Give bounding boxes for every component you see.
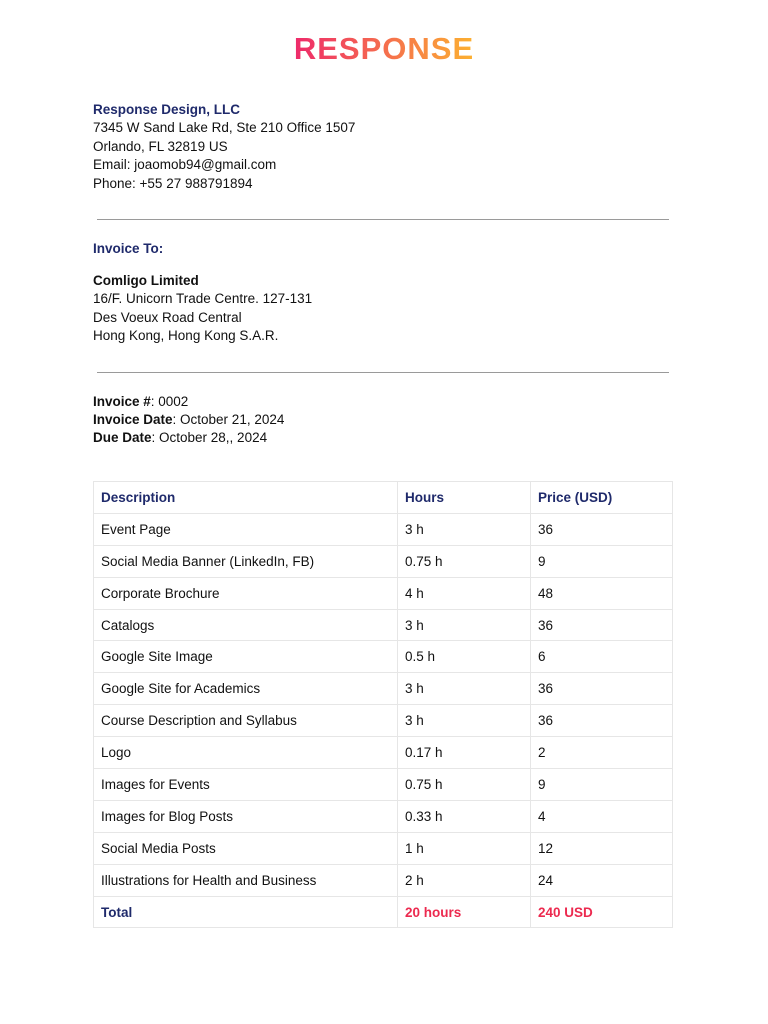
response-logo-icon [273,30,495,66]
item-price: 2 [531,737,673,769]
total-hours: 20 hours [398,896,531,928]
divider [97,219,669,220]
item-price: 9 [531,545,673,577]
client-address-line2: Des Voeux Road Central [93,309,242,325]
sender-email: Email: joaomob94@gmail.com [93,157,277,173]
invoice-to-heading: Invoice To: [93,241,164,256]
item-price: 36 [531,705,673,737]
item-price: 36 [531,673,673,705]
item-description: Illustrations for Health and Business [94,864,398,896]
sender-address-line2: Orlando, FL 32819 US [93,138,228,154]
table-row [94,545,673,577]
table-row [94,673,673,705]
item-hours: 4 h [398,577,531,609]
item-description: Google Site Image [94,641,398,673]
item-price: 4 [531,800,673,832]
divider [97,372,669,373]
item-description: Images for Events [94,769,398,801]
table-row [94,832,673,864]
item-description: Event Page [94,513,398,545]
table-header-row [94,482,673,514]
sender-block [93,101,355,193]
item-hours: 0.75 h [398,545,531,577]
item-description: Course Description and Syllabus [94,705,398,737]
item-hours: 0.17 h [398,737,531,769]
item-price: 24 [531,864,673,896]
item-hours: 3 h [398,673,531,705]
item-price: 36 [531,513,673,545]
table-row [94,609,673,641]
table-row [94,864,673,896]
item-description: Corporate Brochure [94,577,398,609]
item-description: Logo [94,737,398,769]
header-hours: Hours [398,482,531,514]
client-name: Comligo Limited [93,273,199,288]
client-address-line1: 16/F. Unicorn Trade Centre. 127-131 [93,291,313,307]
invoice-date: Invoice Date: October 21, 2024 [93,412,285,428]
table-row [94,641,673,673]
item-price: 9 [531,769,673,801]
total-label: Total [94,896,398,928]
table-row [94,737,673,769]
sender-address-line1: 7345 W Sand Lake Rd, Ste 210 Office 1507 [93,120,356,136]
item-description: Catalogs [94,609,398,641]
header-description: Description [94,482,398,514]
item-hours: 1 h [398,832,531,864]
header-price: Price (USD) [531,482,673,514]
item-description: Social Media Banner (LinkedIn, FB) [94,545,398,577]
invoice-items-table [93,481,673,928]
table-total-row [94,896,673,928]
item-description: Google Site for Academics [94,673,398,705]
item-price: 6 [531,641,673,673]
item-hours: 0.33 h [398,800,531,832]
item-hours: 3 h [398,705,531,737]
item-price: 12 [531,832,673,864]
item-price: 36 [531,609,673,641]
invoice-due-date: Due Date: October 28,, 2024 [93,430,268,446]
client-block [93,272,312,346]
sender-phone: Phone: +55 27 988791894 [93,175,253,191]
item-hours: 3 h [398,513,531,545]
item-hours: 3 h [398,609,531,641]
total-price: 240 USD [531,896,673,928]
item-description: Images for Blog Posts [94,800,398,832]
client-address-line3: Hong Kong, Hong Kong S.A.R. [93,328,279,344]
table-row [94,769,673,801]
item-price: 48 [531,577,673,609]
logo-text: RESPONSE [293,31,475,66]
item-hours: 0.75 h [398,769,531,801]
table-row [94,577,673,609]
invoice-number: Invoice #: 0002 [93,394,189,409]
item-description: Social Media Posts [94,832,398,864]
table-row [94,513,673,545]
table-row [94,705,673,737]
invoice-meta [93,393,284,448]
table-row [94,800,673,832]
sender-company: Response Design, LLC [93,102,241,117]
item-hours: 2 h [398,864,531,896]
brand-logo [0,30,768,71]
item-hours: 0.5 h [398,641,531,673]
